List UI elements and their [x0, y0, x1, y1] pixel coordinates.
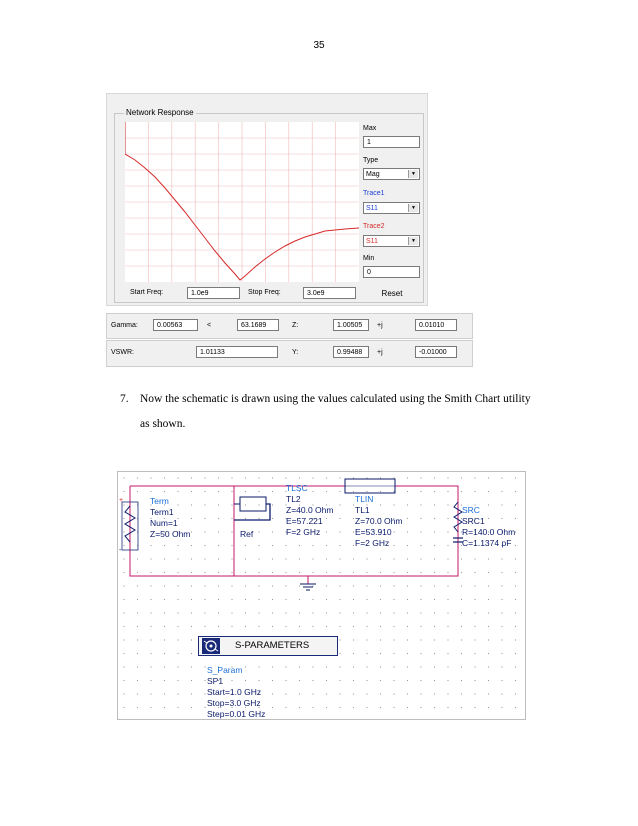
tlin-type: TLIN: [355, 494, 374, 504]
max-label: Max: [363, 125, 377, 132]
gamma-value[interactable]: 0.00563: [153, 319, 198, 331]
tlin-name: TL1: [355, 505, 370, 515]
src-type: SRC: [462, 505, 480, 515]
vswr-value[interactable]: 1.01133: [196, 346, 278, 358]
sparam-type: S_Param: [207, 665, 243, 675]
angle-symbol: <: [207, 322, 212, 329]
ref-label: Ref: [240, 529, 254, 539]
type-select[interactable]: [363, 168, 420, 180]
paragraph-line-1: Now the schematic is drawn using the values calculated using the Smith Chart utility: [140, 393, 531, 405]
vswr-label: VSWR:: [111, 349, 134, 356]
sparam-step: Step=0.01 GHz: [207, 709, 266, 719]
term-minus-sign: -: [119, 547, 122, 554]
sparameters-title: S-PARAMETERS: [235, 640, 310, 651]
page-number: 35: [313, 40, 325, 51]
src-name: SRC1: [462, 516, 485, 526]
angle-value[interactable]: 63.1689: [237, 319, 279, 331]
sparameters-block[interactable]: [198, 636, 338, 656]
term-num: Num=1: [150, 518, 178, 528]
plot-grid: [125, 122, 359, 282]
sparam-icon: [202, 638, 220, 654]
y-real-value[interactable]: 0.99488: [333, 346, 369, 358]
sparam-stop: Stop=3.0 GHz: [207, 698, 261, 708]
chevron-down-icon: ▼: [408, 204, 418, 212]
paragraph-line-2: as shown.: [140, 418, 186, 430]
trace1-select[interactable]: [363, 202, 420, 214]
start-freq-input[interactable]: 1.0e9: [187, 287, 240, 299]
y-label: Y:: [292, 349, 299, 356]
min-input[interactable]: 0: [363, 266, 420, 278]
trace2-select[interactable]: [363, 235, 420, 247]
tlsc-e: E=57.221: [286, 516, 323, 526]
max-input[interactable]: 1: [363, 136, 420, 148]
gamma-label: Gamma:: [111, 322, 138, 329]
tlsc-type: TLSC: [286, 483, 308, 493]
term-type: Term: [150, 496, 169, 506]
type-label: Type: [363, 157, 379, 164]
tlsc-name: TL2: [286, 494, 301, 504]
network-response-title: Network Response: [126, 108, 194, 117]
tlin-e: E=53.910: [355, 527, 392, 537]
z-j-label: +j: [377, 322, 383, 329]
trace2-select-value: S11: [366, 238, 378, 245]
trace1-label: Trace1: [363, 190, 385, 197]
tlin-z: Z=70.0 Ohm: [355, 516, 403, 526]
sparam-name: SP1: [207, 676, 224, 686]
chevron-down-icon: ▼: [408, 237, 418, 245]
y-imag-value[interactable]: -0.01000: [415, 346, 457, 358]
tlsc-z: Z=40.0 Ohm: [286, 505, 334, 515]
min-label: Min: [363, 255, 375, 262]
tlin-f: F=2 GHz: [355, 538, 390, 548]
list-number: 7.: [120, 393, 129, 405]
src-c: C=1.1374 pF: [462, 538, 512, 548]
term-name: Term1: [150, 507, 174, 517]
y-j-label: +j: [377, 349, 383, 356]
start-freq-label: Start Freq:: [130, 289, 164, 296]
trace1-select-value: S11: [366, 205, 378, 212]
term-plus-sign: +: [119, 497, 124, 504]
stop-freq-input[interactable]: 3.0e9: [303, 287, 356, 299]
src-r: R=140.0 Ohm: [462, 527, 516, 537]
response-plot: [125, 122, 359, 282]
tlsc-f: F=2 GHz: [286, 527, 321, 537]
reset-button[interactable]: Reset: [363, 287, 421, 300]
trace2-label: Trace2: [363, 223, 385, 230]
type-select-value: Mag: [366, 171, 380, 178]
z-imag-value[interactable]: 0.01010: [415, 319, 457, 331]
term-z: Z=50 Ohm: [150, 529, 191, 539]
chevron-down-icon: ▼: [408, 170, 418, 178]
schematic-canvas: [117, 471, 526, 720]
z-label: Z:: [292, 322, 299, 329]
stop-freq-label: Stop Freq:: [248, 289, 281, 296]
sparam-start: Start=1.0 GHz: [207, 687, 262, 697]
z-real-value[interactable]: 1.00505: [333, 319, 369, 331]
